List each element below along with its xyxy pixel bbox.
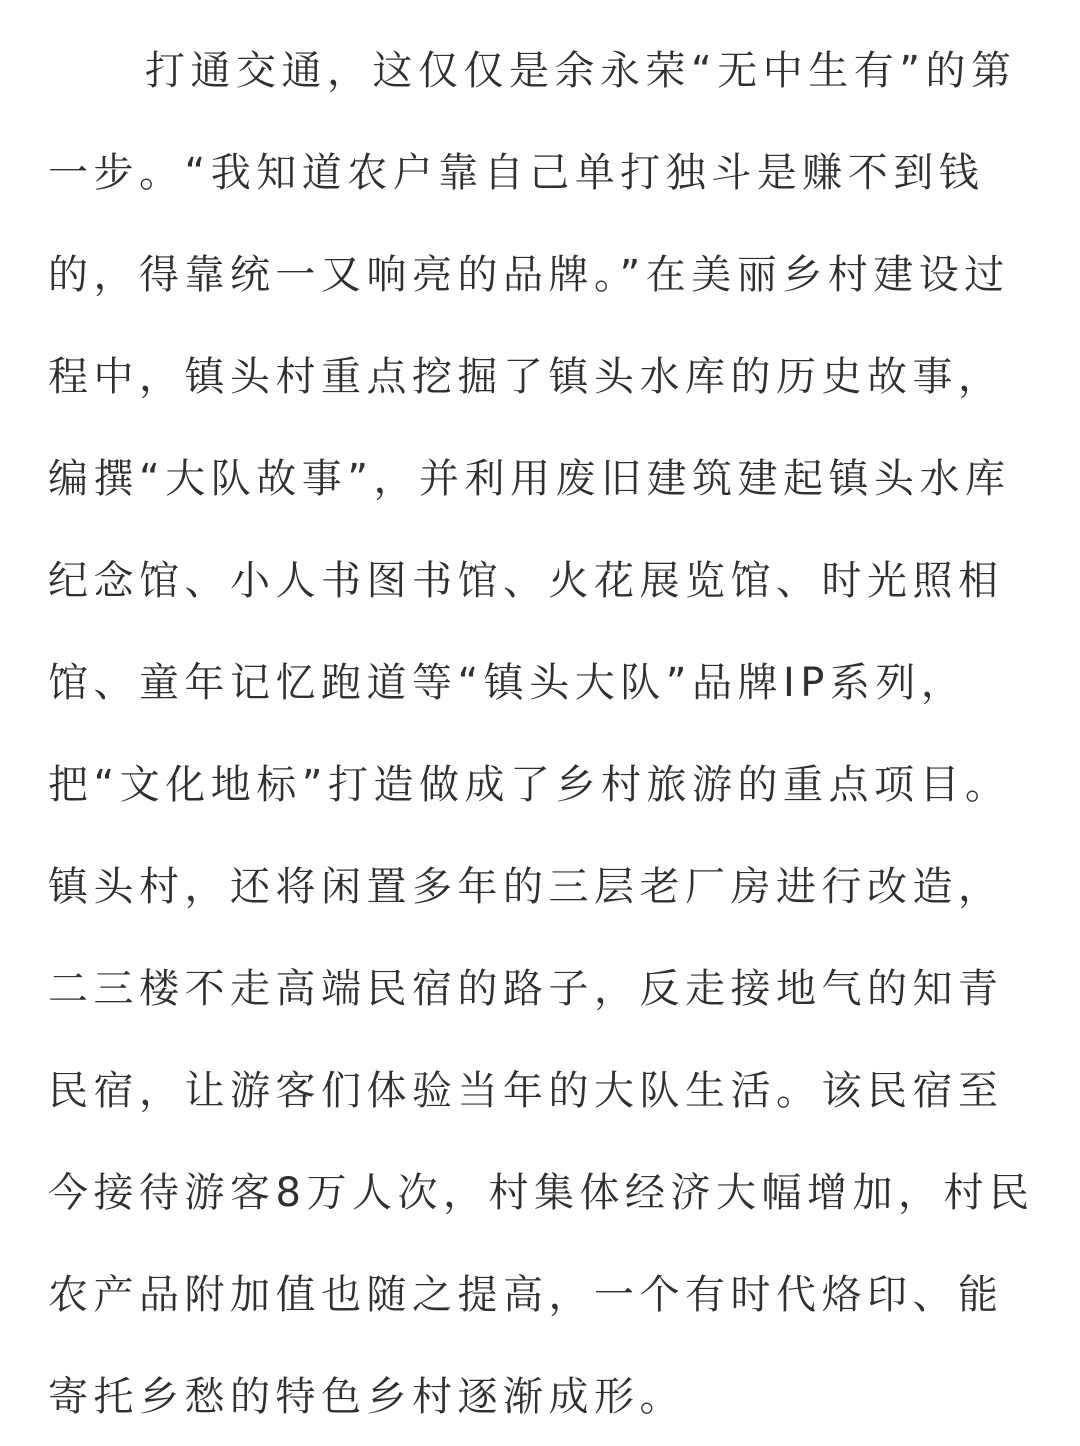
paragraph-line: 编撰“大队故事”，并利用废旧建筑建起镇头水库: [48, 456, 1011, 502]
paragraph-line: 镇头村，还将闲置多年的三层老厂房进行改造，: [48, 864, 1004, 910]
paragraph-line: 农产品附加值也随之提高，一个有时代烙印、能: [48, 1272, 1004, 1318]
paragraph-line: 馆、童年记忆跑道等“镇头大队”品牌IP系列，: [48, 660, 967, 706]
paragraph-line: 纪念馆、小人书图书馆、火花展览馆、时光照相: [48, 558, 1004, 604]
paragraph-line: 民宿，让游客们体验当年的大队生活。该民宿至: [48, 1068, 1004, 1114]
paragraph-line: 的，得靠统一又响亮的品牌。”在美丽乡村建设过: [48, 252, 1010, 298]
paragraph-line: 二三楼不走高端民宿的路子，反走接地气的知青: [48, 966, 1004, 1012]
paragraph-line: 今接待游客8万人次，村集体经济大幅增加，村民: [48, 1170, 1035, 1216]
paragraph-line: 寄托乡愁的特色乡村逐渐成形。: [48, 1374, 685, 1420]
paragraph-line: 打通交通，这仅仅是余永荣“无中生有”的第: [145, 48, 1017, 94]
paragraph-line: 程中，镇头村重点挖掘了镇头水库的历史故事，: [48, 354, 1004, 400]
paragraph-line: 把“文化地标”打造做成了乡村旅游的重点项目。: [48, 762, 1011, 808]
paragraph-line: 一步。“我知道农户靠自己单打独斗是赚不到钱: [48, 150, 985, 196]
